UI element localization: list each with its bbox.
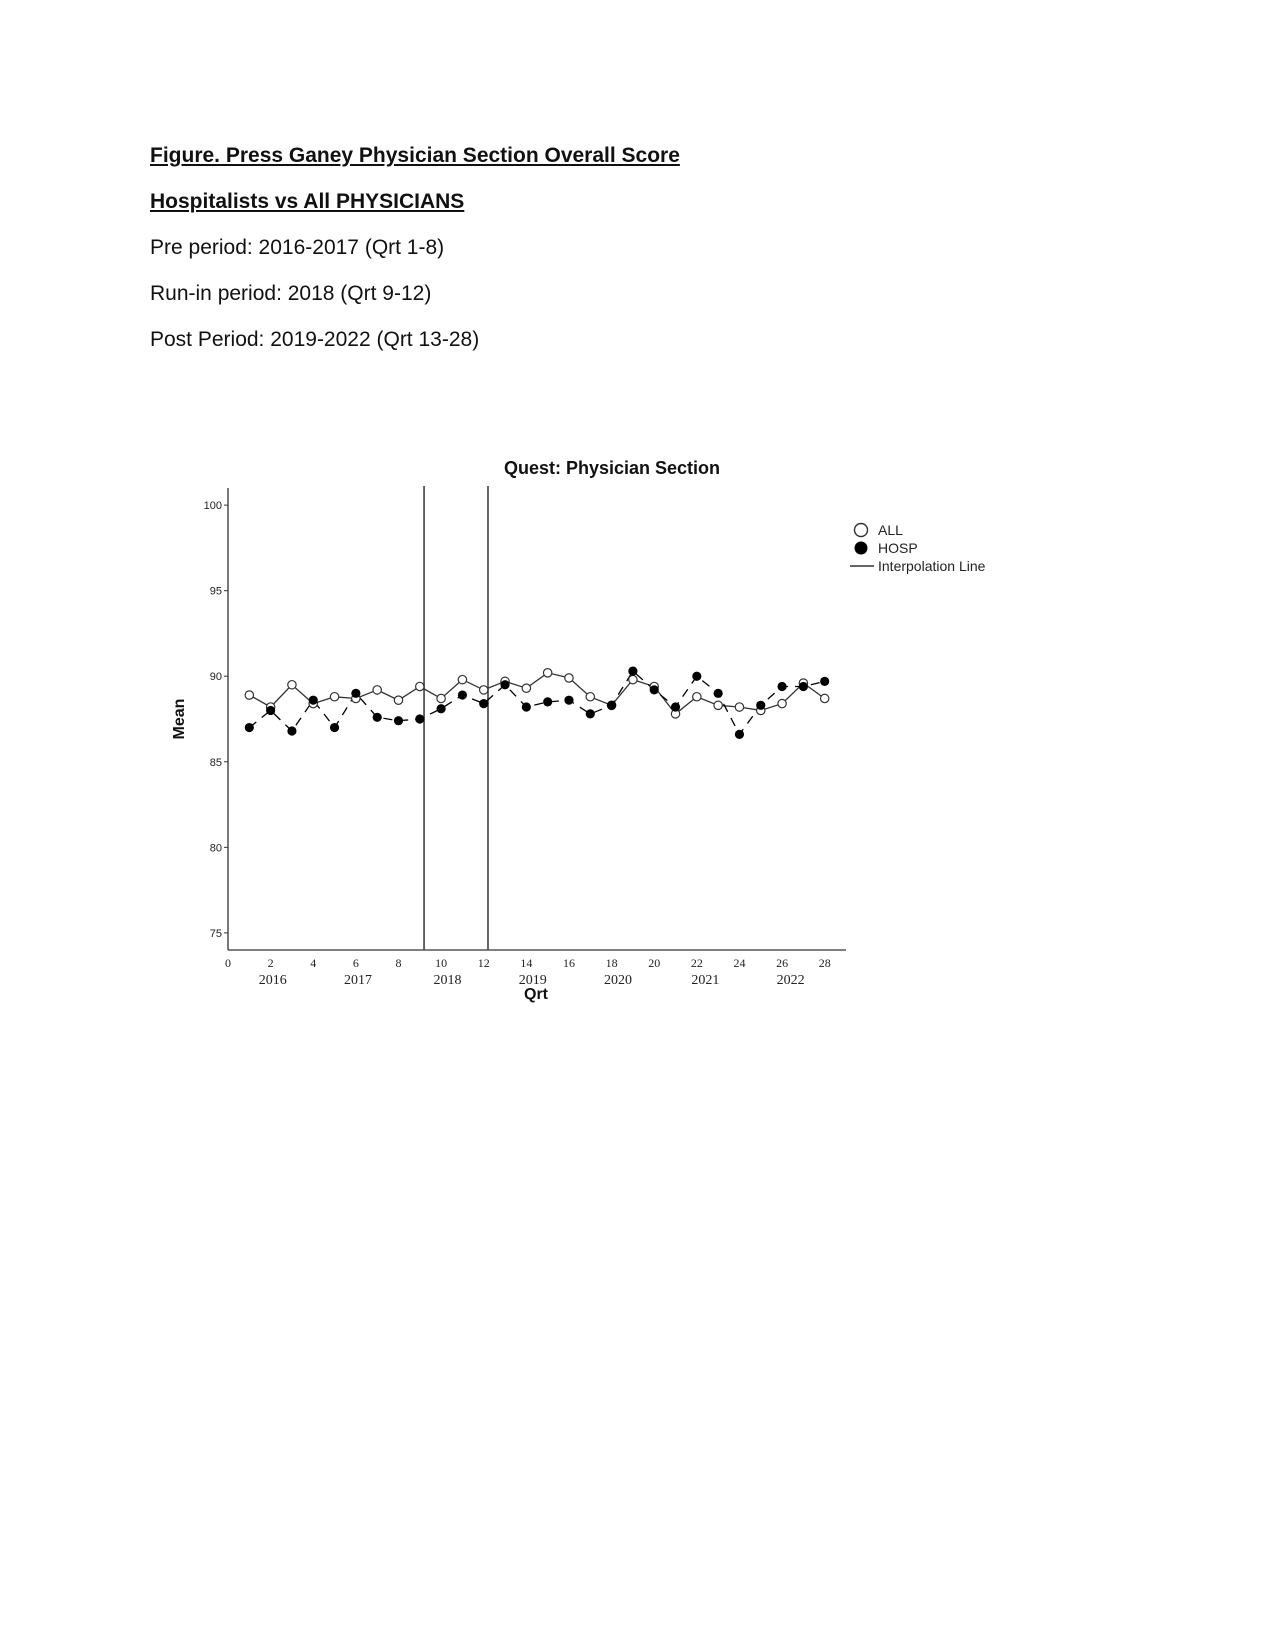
data-point-hosp <box>500 680 509 689</box>
legend-all-marker <box>855 524 868 537</box>
legend-hosp-label: HOSP <box>878 540 918 556</box>
chart-axes <box>204 488 846 988</box>
x-tick-label: 20 <box>648 956 661 970</box>
data-point-hosp <box>735 730 744 739</box>
data-point-all <box>245 691 253 699</box>
legend-interpolation-label: Interpolation Line <box>878 558 986 574</box>
data-point-all <box>820 694 828 702</box>
data-point-hosp <box>266 706 275 715</box>
x-axis-label: Qrt <box>524 986 548 1003</box>
x-tick-label: 4 <box>310 956 317 970</box>
data-point-hosp <box>777 682 786 691</box>
y-tick-label: 100 <box>203 500 222 513</box>
post-period-note: Post Period: 2019-2022 (Qrt 13-28) <box>150 328 480 351</box>
data-point-hosp <box>351 689 360 698</box>
data-point-all <box>373 686 381 694</box>
x-tick-label: 10 <box>435 956 448 970</box>
data-point-hosp <box>458 690 467 699</box>
chart-title: Quest: Physician Section <box>503 458 721 478</box>
x-tick-label: 24 <box>733 956 746 970</box>
figure-subtitle: Hospitalists vs All PHYSICIANS <box>150 190 465 213</box>
year-label: 2019 <box>518 973 547 988</box>
y-tick-label: 85 <box>209 756 222 769</box>
data-point-all <box>714 701 722 709</box>
y-tick-label: 80 <box>209 842 222 855</box>
data-point-hosp <box>543 697 552 706</box>
x-tick-label: 18 <box>605 956 618 970</box>
year-label: 2016 <box>258 973 287 988</box>
x-tick-label: 0 <box>225 956 231 970</box>
x-tick-label: 12 <box>477 956 490 970</box>
data-point-hosp <box>437 704 446 713</box>
x-tick-label: 16 <box>562 956 575 970</box>
data-point-all <box>693 693 701 701</box>
data-point-all <box>735 703 743 711</box>
data-point-hosp <box>287 726 296 735</box>
data-point-hosp <box>479 699 488 708</box>
y-tick-label: 75 <box>209 927 222 940</box>
data-point-all <box>480 686 488 694</box>
x-tick-label: 8 <box>395 956 402 970</box>
data-point-hosp <box>756 701 765 710</box>
legend-all-label: ALL <box>878 522 903 538</box>
x-tick-label: 22 <box>690 956 703 970</box>
x-tick-label: 28 <box>818 956 831 970</box>
data-point-hosp <box>394 716 403 725</box>
data-point-hosp <box>799 682 808 691</box>
data-point-all <box>330 693 338 701</box>
data-point-hosp <box>564 696 573 705</box>
data-point-hosp <box>650 685 659 694</box>
data-point-hosp <box>415 714 424 723</box>
data-point-hosp <box>628 666 637 675</box>
data-point-hosp <box>309 696 318 705</box>
y-tick-label: 90 <box>209 671 222 684</box>
data-point-all <box>437 694 445 702</box>
year-label: 2020 <box>603 973 632 988</box>
data-point-all <box>778 699 786 707</box>
data-point-all <box>522 684 530 692</box>
data-point-hosp <box>373 713 382 722</box>
data-point-hosp <box>692 672 701 681</box>
data-point-all <box>543 669 551 677</box>
data-point-all <box>586 693 594 701</box>
data-point-hosp <box>586 709 595 718</box>
data-point-all <box>288 681 296 689</box>
x-tick-label: 14 <box>520 956 533 970</box>
data-point-hosp <box>245 723 254 732</box>
pre-period-note: Pre period: 2016-2017 (Qrt 1-8) <box>150 236 445 259</box>
data-point-all <box>565 674 573 682</box>
data-point-hosp <box>820 677 829 686</box>
x-tick-label: 26 <box>776 956 789 970</box>
data-point-all <box>416 682 424 690</box>
year-label: 2022 <box>776 973 805 988</box>
y-tick-label: 95 <box>209 585 222 598</box>
figure-title: Figure. Press Ganey Physician Section Overall Score <box>150 144 680 167</box>
year-label: 2021 <box>691 973 720 988</box>
run-in-period-note: Run-in period: 2018 (Qrt 9-12) <box>150 282 432 305</box>
data-point-hosp <box>671 702 680 711</box>
series-points <box>245 666 830 739</box>
data-point-hosp <box>714 689 723 698</box>
data-point-all <box>629 675 637 683</box>
year-label: 2018 <box>433 973 462 988</box>
data-point-all <box>394 696 402 704</box>
data-point-hosp <box>330 723 339 732</box>
x-tick-label: 2 <box>267 956 274 970</box>
data-point-all <box>458 675 466 683</box>
data-point-hosp <box>607 701 616 710</box>
legend <box>850 522 986 574</box>
x-tick-label: 6 <box>352 956 359 970</box>
y-axis-label: Mean <box>171 698 188 740</box>
legend-hosp-marker <box>855 542 868 555</box>
year-label: 2017 <box>343 973 372 988</box>
data-point-hosp <box>522 702 531 711</box>
reference-lines <box>424 486 488 950</box>
